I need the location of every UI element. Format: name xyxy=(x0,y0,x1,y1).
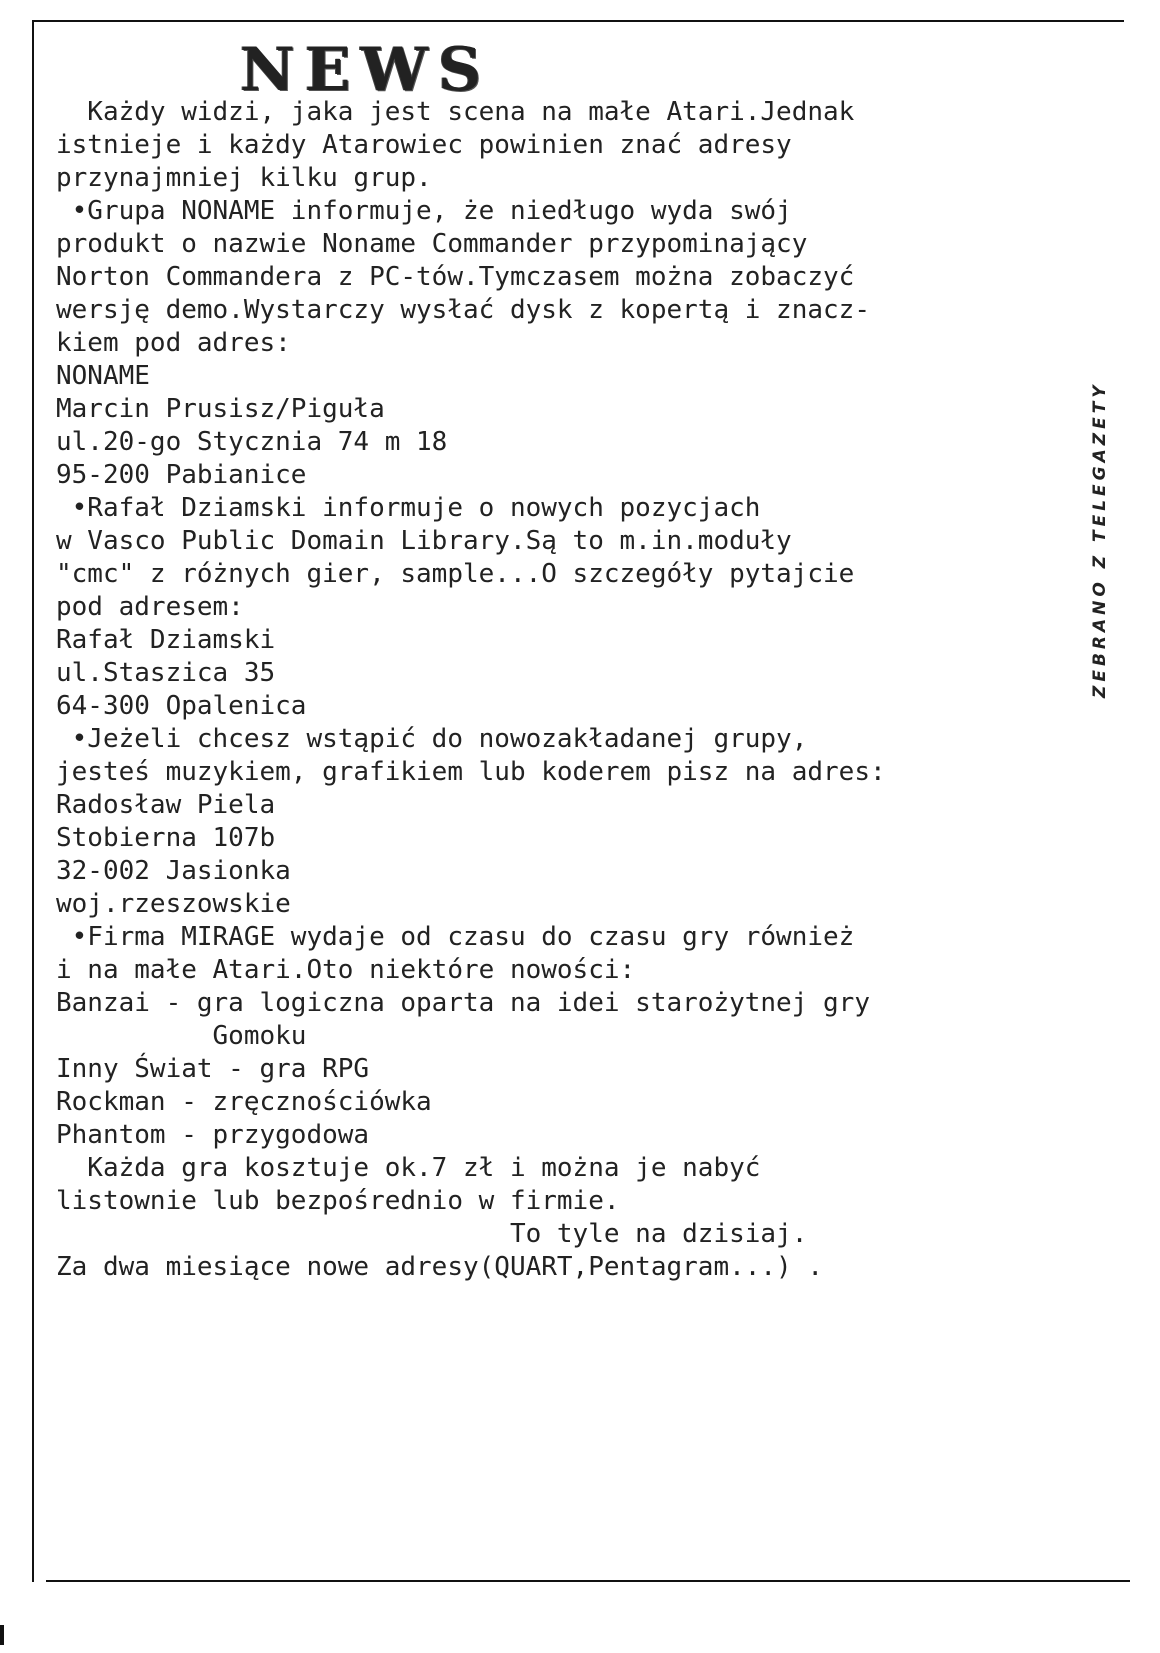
text-line: Phantom - przygodowa xyxy=(56,1120,370,1150)
text-line: Radosław Piela xyxy=(56,790,276,820)
text-line: przynajmniej kilku grup. xyxy=(56,163,432,193)
text-line: 64-300 Opalenica xyxy=(56,691,307,721)
text-line: pod adresem: xyxy=(56,592,244,622)
corner-mark xyxy=(0,1625,4,1645)
text-line: Za dwa miesiące nowe adresy(QUART,Pentagram...) . xyxy=(56,1252,824,1282)
text-line: wersję demo.Wystarczy wysłać dysk z kopertą i znacz- xyxy=(56,295,870,325)
text-line: Norton Commandera z PC-tów.Tymczasem można zobaczyć xyxy=(56,262,855,292)
text-line: Rockman - zręcznościówka xyxy=(56,1087,432,1117)
text-line: w Vasco Public Domain Library.Są to m.in.moduły xyxy=(56,526,792,556)
text-line: listownie lub bezpośrednio w firmie. xyxy=(56,1186,620,1216)
text-line: Marcin Prusisz/Piguła xyxy=(56,394,385,424)
text-line: "cmc" z różnych gier, sample...O szczegóły pytajcie xyxy=(56,559,855,589)
text-line: •Firma MIRAGE wydaje od czasu do czasu gry również xyxy=(56,922,855,952)
text-line: kiem pod adres: xyxy=(56,328,291,358)
text-line: istnieje i każdy Atarowiec powinien znać adresy xyxy=(56,130,792,160)
text-line: Każdy widzi, jaka jest scena na małe Atari.Jednak xyxy=(56,97,855,127)
text-line: •Jeżeli chcesz wstąpić do nowozakładanej grupy, xyxy=(56,724,808,754)
text-line: Rafał Dziamski xyxy=(56,625,276,655)
text-line: produkt o nazwie Noname Commander przypominający xyxy=(56,229,808,259)
text-line: To tyle na dzisiaj. xyxy=(56,1219,808,1249)
text-line: 95-200 Pabianice xyxy=(56,460,307,490)
masthead-title: NEWS xyxy=(240,35,492,105)
text-line: 32-002 Jasionka xyxy=(56,856,291,886)
text-line: jesteś muzykiem, grafikiem lub koderem pisz na adres: xyxy=(56,757,886,787)
text-line: •Rafał Dziamski informuje o nowych pozycjach xyxy=(56,493,761,523)
text-line: Każda gra kosztuje ok.7 zł i można je nabyć xyxy=(56,1153,761,1183)
text-line: ul.20-go Stycznia 74 m 18 xyxy=(56,427,448,457)
text-line: ul.Staszica 35 xyxy=(56,658,276,688)
side-note-vertical: ZEBRANO Z TELEGAZETY xyxy=(1090,381,1110,699)
text-line: woj.rzeszowskie xyxy=(56,889,291,919)
text-line: Stobierna 107b xyxy=(56,823,276,853)
text-line: NONAME xyxy=(56,361,150,391)
article-body xyxy=(56,96,1096,1284)
text-line: Gomoku xyxy=(56,1021,307,1051)
bottom-rule xyxy=(46,1580,1130,1582)
text-line: •Grupa NONAME informuje, że niedługo wyda swój xyxy=(56,196,792,226)
text-line: Inny Świat - gra RPG xyxy=(56,1054,370,1084)
text-line: i na małe Atari.Oto niektóre nowości: xyxy=(56,955,636,985)
text-line: Banzai - gra logiczna oparta na idei starożytnej gry xyxy=(56,988,870,1018)
